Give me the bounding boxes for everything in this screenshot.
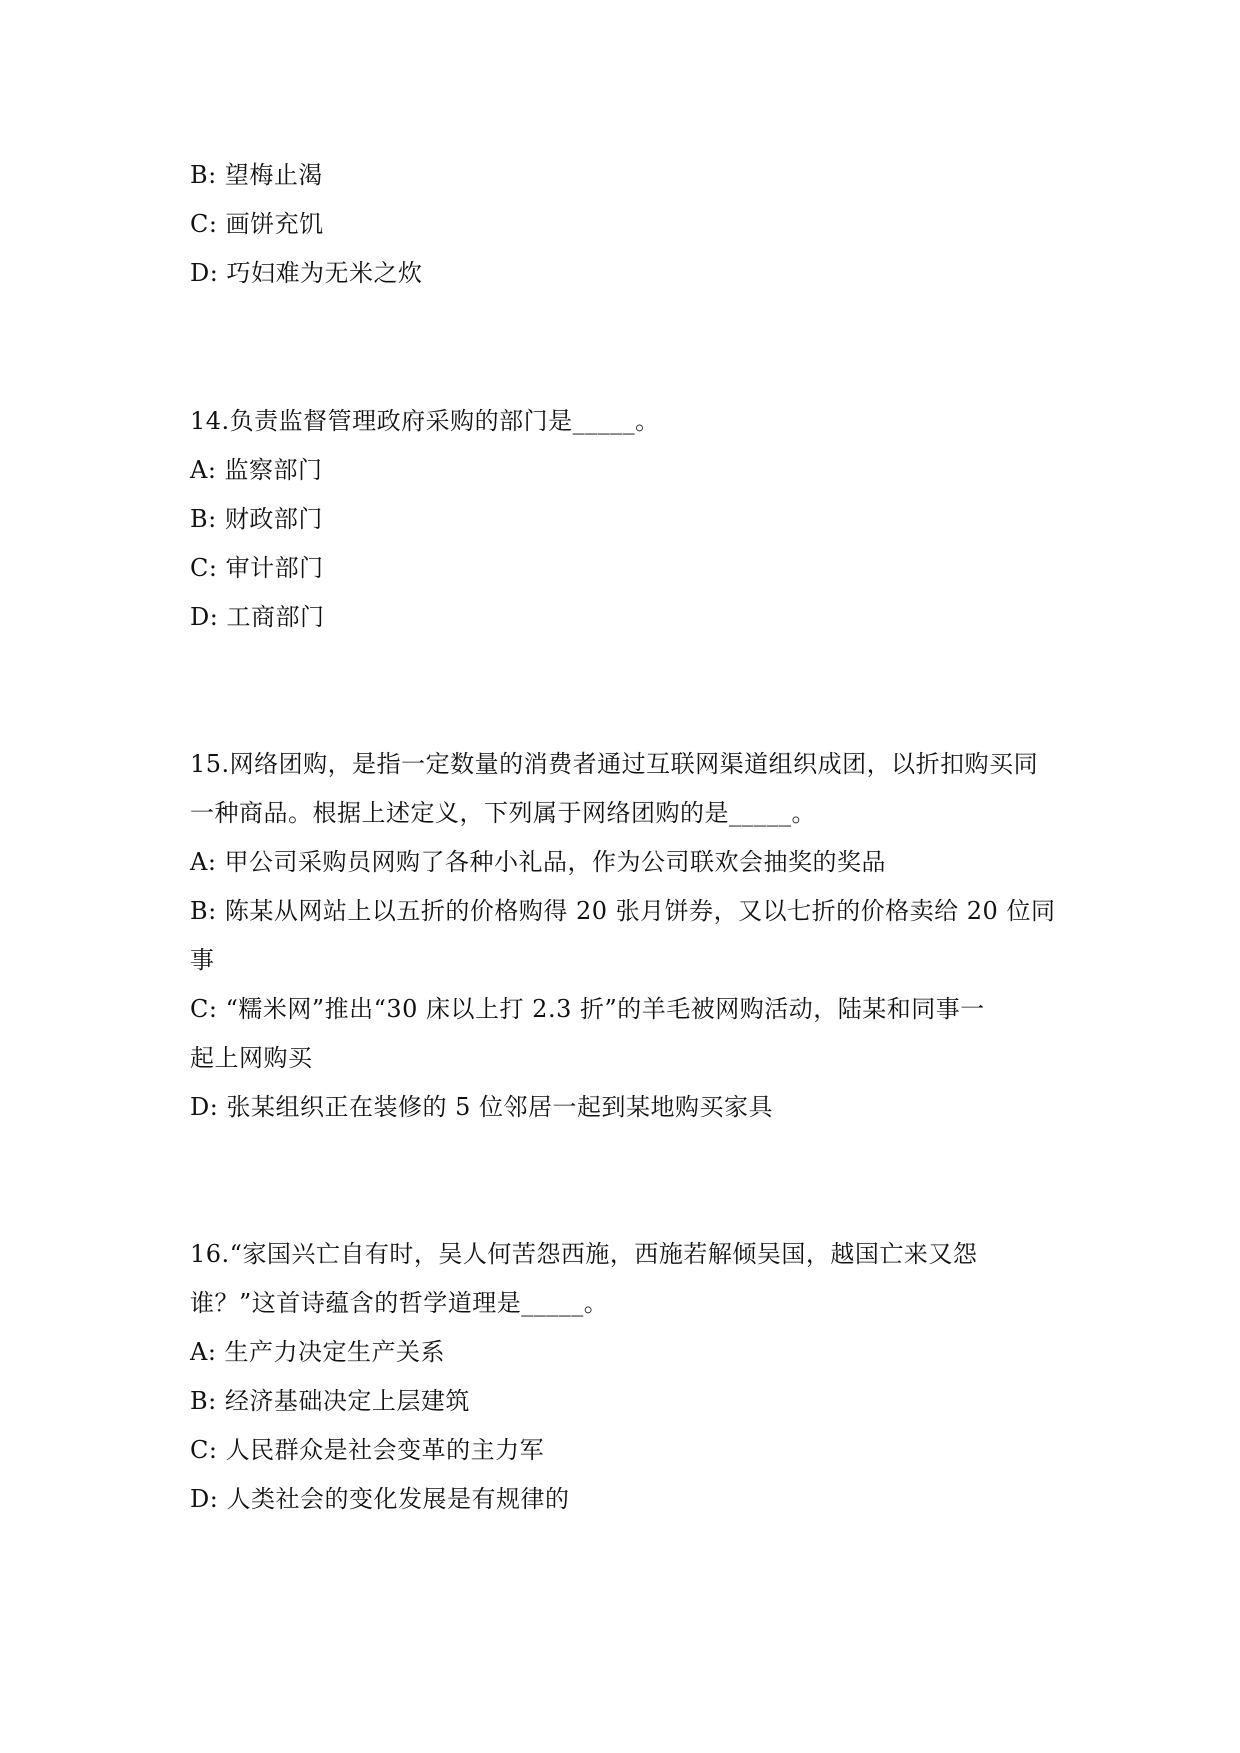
question-16-stem-line-1: 16.“家国兴亡自有时，吴人何苦怨西施，西施若解倾吴国，越国亡来又怨 <box>190 1240 978 1268</box>
question-14-stem: 14.负责监督管理政府采购的部门是_____。 <box>190 407 660 435</box>
q16-option-b: B: 经济基础决定上层建筑 <box>190 1387 470 1415</box>
q15-option-c-line-1: C: “糯米网”推出“30 床以上打 2.3 折”的羊毛被网购活动，陆某和同事一 <box>190 995 985 1023</box>
q15-option-c-line-2: 起上网购买 <box>190 1044 313 1072</box>
q15-option-d: D: 张某组织正在装修的 5 位邻居一起到某地购买家具 <box>190 1093 773 1121</box>
q16-option-d: D: 人类社会的变化发展是有规律的 <box>190 1485 570 1513</box>
q15-option-b-line-2: 事 <box>190 946 215 974</box>
q15-option-b-line-1: B: 陈某从网站上以五折的价格购得 20 张月饼券，又以七折的价格卖给 20 位同 <box>190 897 1056 925</box>
q14-option-b: B: 财政部门 <box>190 505 323 533</box>
question-15-stem-line-2: 一种商品。根据上述定义，下列属于网络团购的是_____。 <box>190 799 816 827</box>
option-d: D: 巧妇难为无米之炊 <box>190 259 423 287</box>
question-15-stem-line-1: 15.网络团购，是指一定数量的消费者通过互联网渠道组织成团，以折扣购买同 <box>190 750 1039 778</box>
q14-option-c: C: 审计部门 <box>190 554 324 582</box>
q16-option-c: C: 人民群众是社会变革的主力军 <box>190 1436 545 1464</box>
q15-option-a: A: 甲公司采购员网购了各种小礼品，作为公司联欢会抽奖的奖品 <box>190 848 887 876</box>
q16-option-a: A: 生产力决定生产关系 <box>190 1338 446 1366</box>
option-b: B: 望梅止渴 <box>190 161 323 189</box>
question-16-stem-line-2: 谁？”这首诗蕴含的哲学道理是_____。 <box>190 1289 609 1317</box>
q14-option-d: D: 工商部门 <box>190 603 325 631</box>
q14-option-a: A: 监察部门 <box>190 456 323 484</box>
option-c: C: 画饼充饥 <box>190 210 324 238</box>
